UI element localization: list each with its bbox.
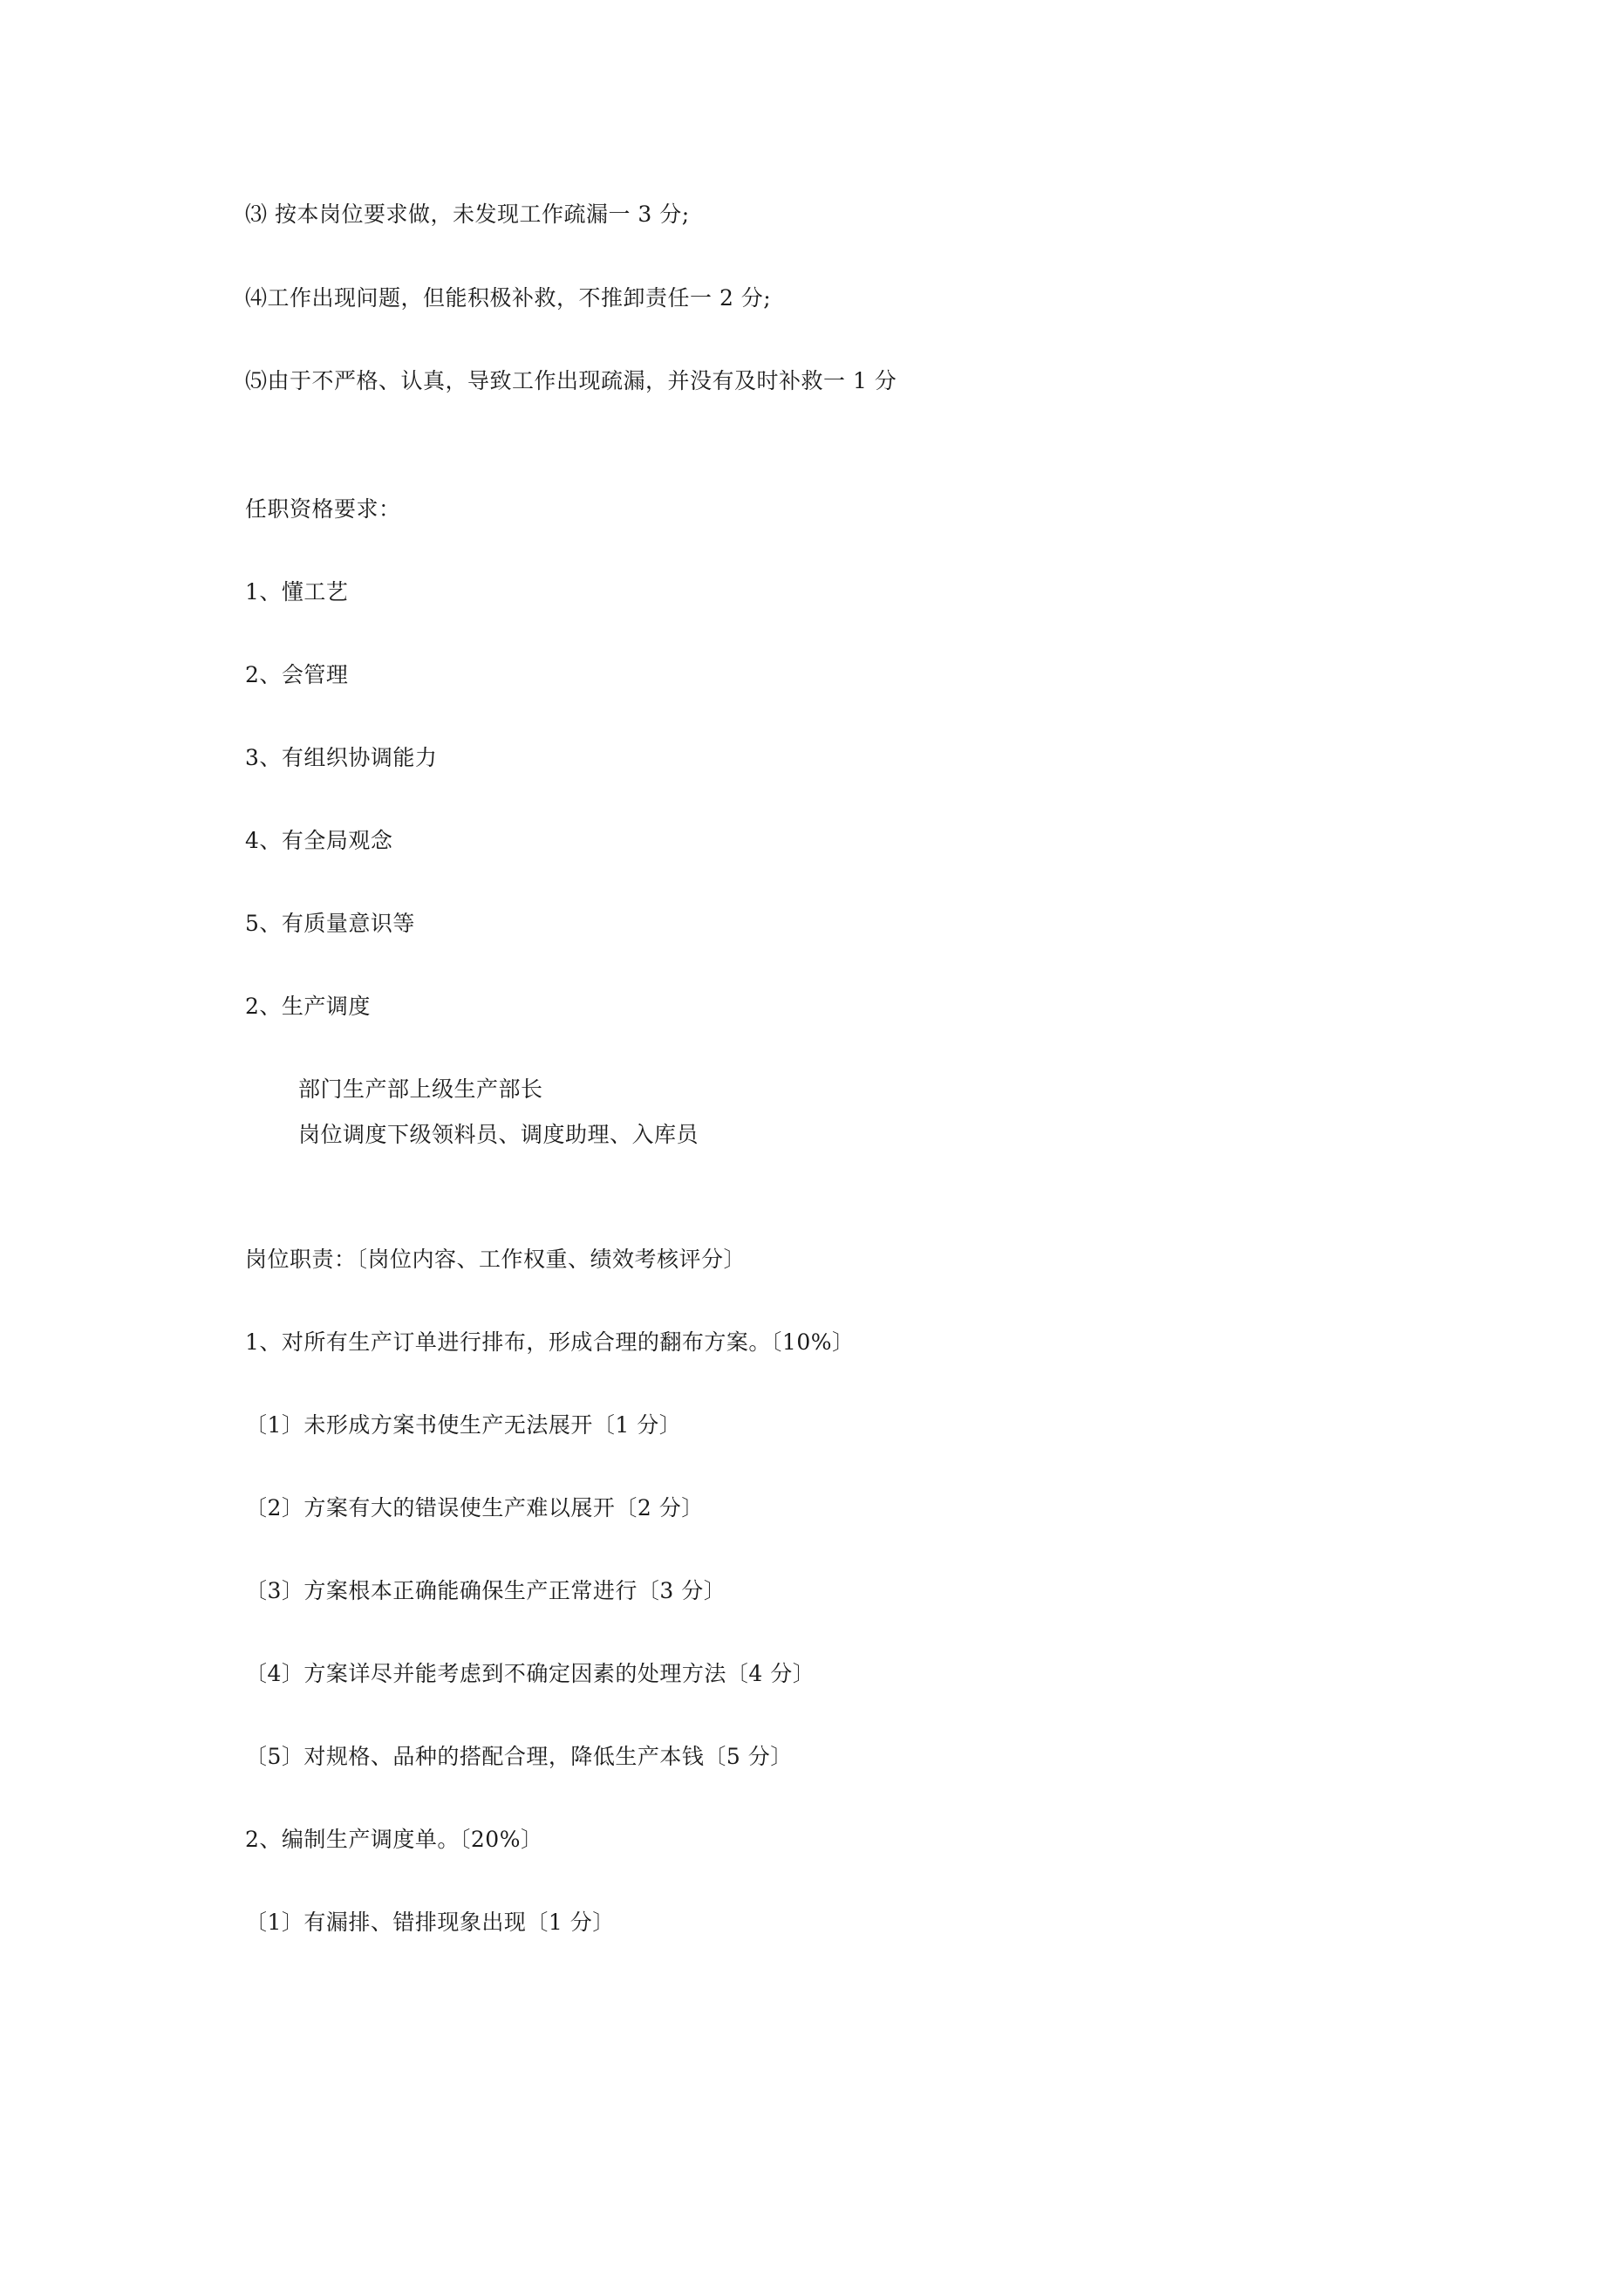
qualifications-heading: 任职资格要求：	[245, 496, 401, 522]
duties-heading: 岗位职责：〔岗位内容、工作权重、绩效考核评分〕	[245, 1247, 747, 1272]
duty-2-title: 2、编制生产调度单。〔20%〕	[245, 1827, 543, 1852]
duty-1-score: 〔3〕方案根本正确能确保生产正常进行〔3 分〕	[245, 1578, 726, 1603]
duty-1-score: 〔2〕方案有大的错误使生产难以展开〔2 分〕	[245, 1495, 704, 1520]
position-title: 2、生产调度	[245, 994, 371, 1019]
duty-1-score: 〔1〕未形成方案书使生产无法展开〔1 分〕	[245, 1412, 682, 1438]
position-post-line: 岗位调度下级领料员、调度助理、入库员	[298, 1122, 699, 1147]
duty-1-score: 〔5〕对规格、品种的搭配合理，降低生产本钱〔5 分〕	[245, 1744, 793, 1769]
qualification-item: 3、有组织协调能力	[245, 745, 438, 770]
duty-1-title: 1、对所有生产订单进行排布，形成合理的翻布方案。〔10%〕	[245, 1329, 855, 1355]
duty-1-score: 〔4〕方案详尽并能考虑到不确定因素的处理方法〔4 分〕	[245, 1661, 815, 1686]
qualification-item: 4、有全局观念	[245, 828, 393, 853]
score-item-4: ⑷工作出现问题，但能积极补救，不推卸责任一 2 分;	[245, 285, 772, 311]
score-item-3: ⑶ 按本岗位要求做，未发现工作疏漏一 3 分;	[245, 202, 690, 227]
qualification-item: 1、懂工艺	[245, 579, 349, 605]
qualification-item: 2、会管理	[245, 662, 349, 687]
duty-2-score: 〔1〕有漏排、错排现象出现〔1 分〕	[245, 1910, 615, 1935]
qualification-item: 5、有质量意识等	[245, 911, 415, 936]
position-department-line: 部门生产部上级生产部长	[298, 1076, 543, 1102]
score-item-5: ⑸由于不严格、认真，导致工作出现疏漏，并没有及时补救一 1 分	[245, 368, 897, 393]
